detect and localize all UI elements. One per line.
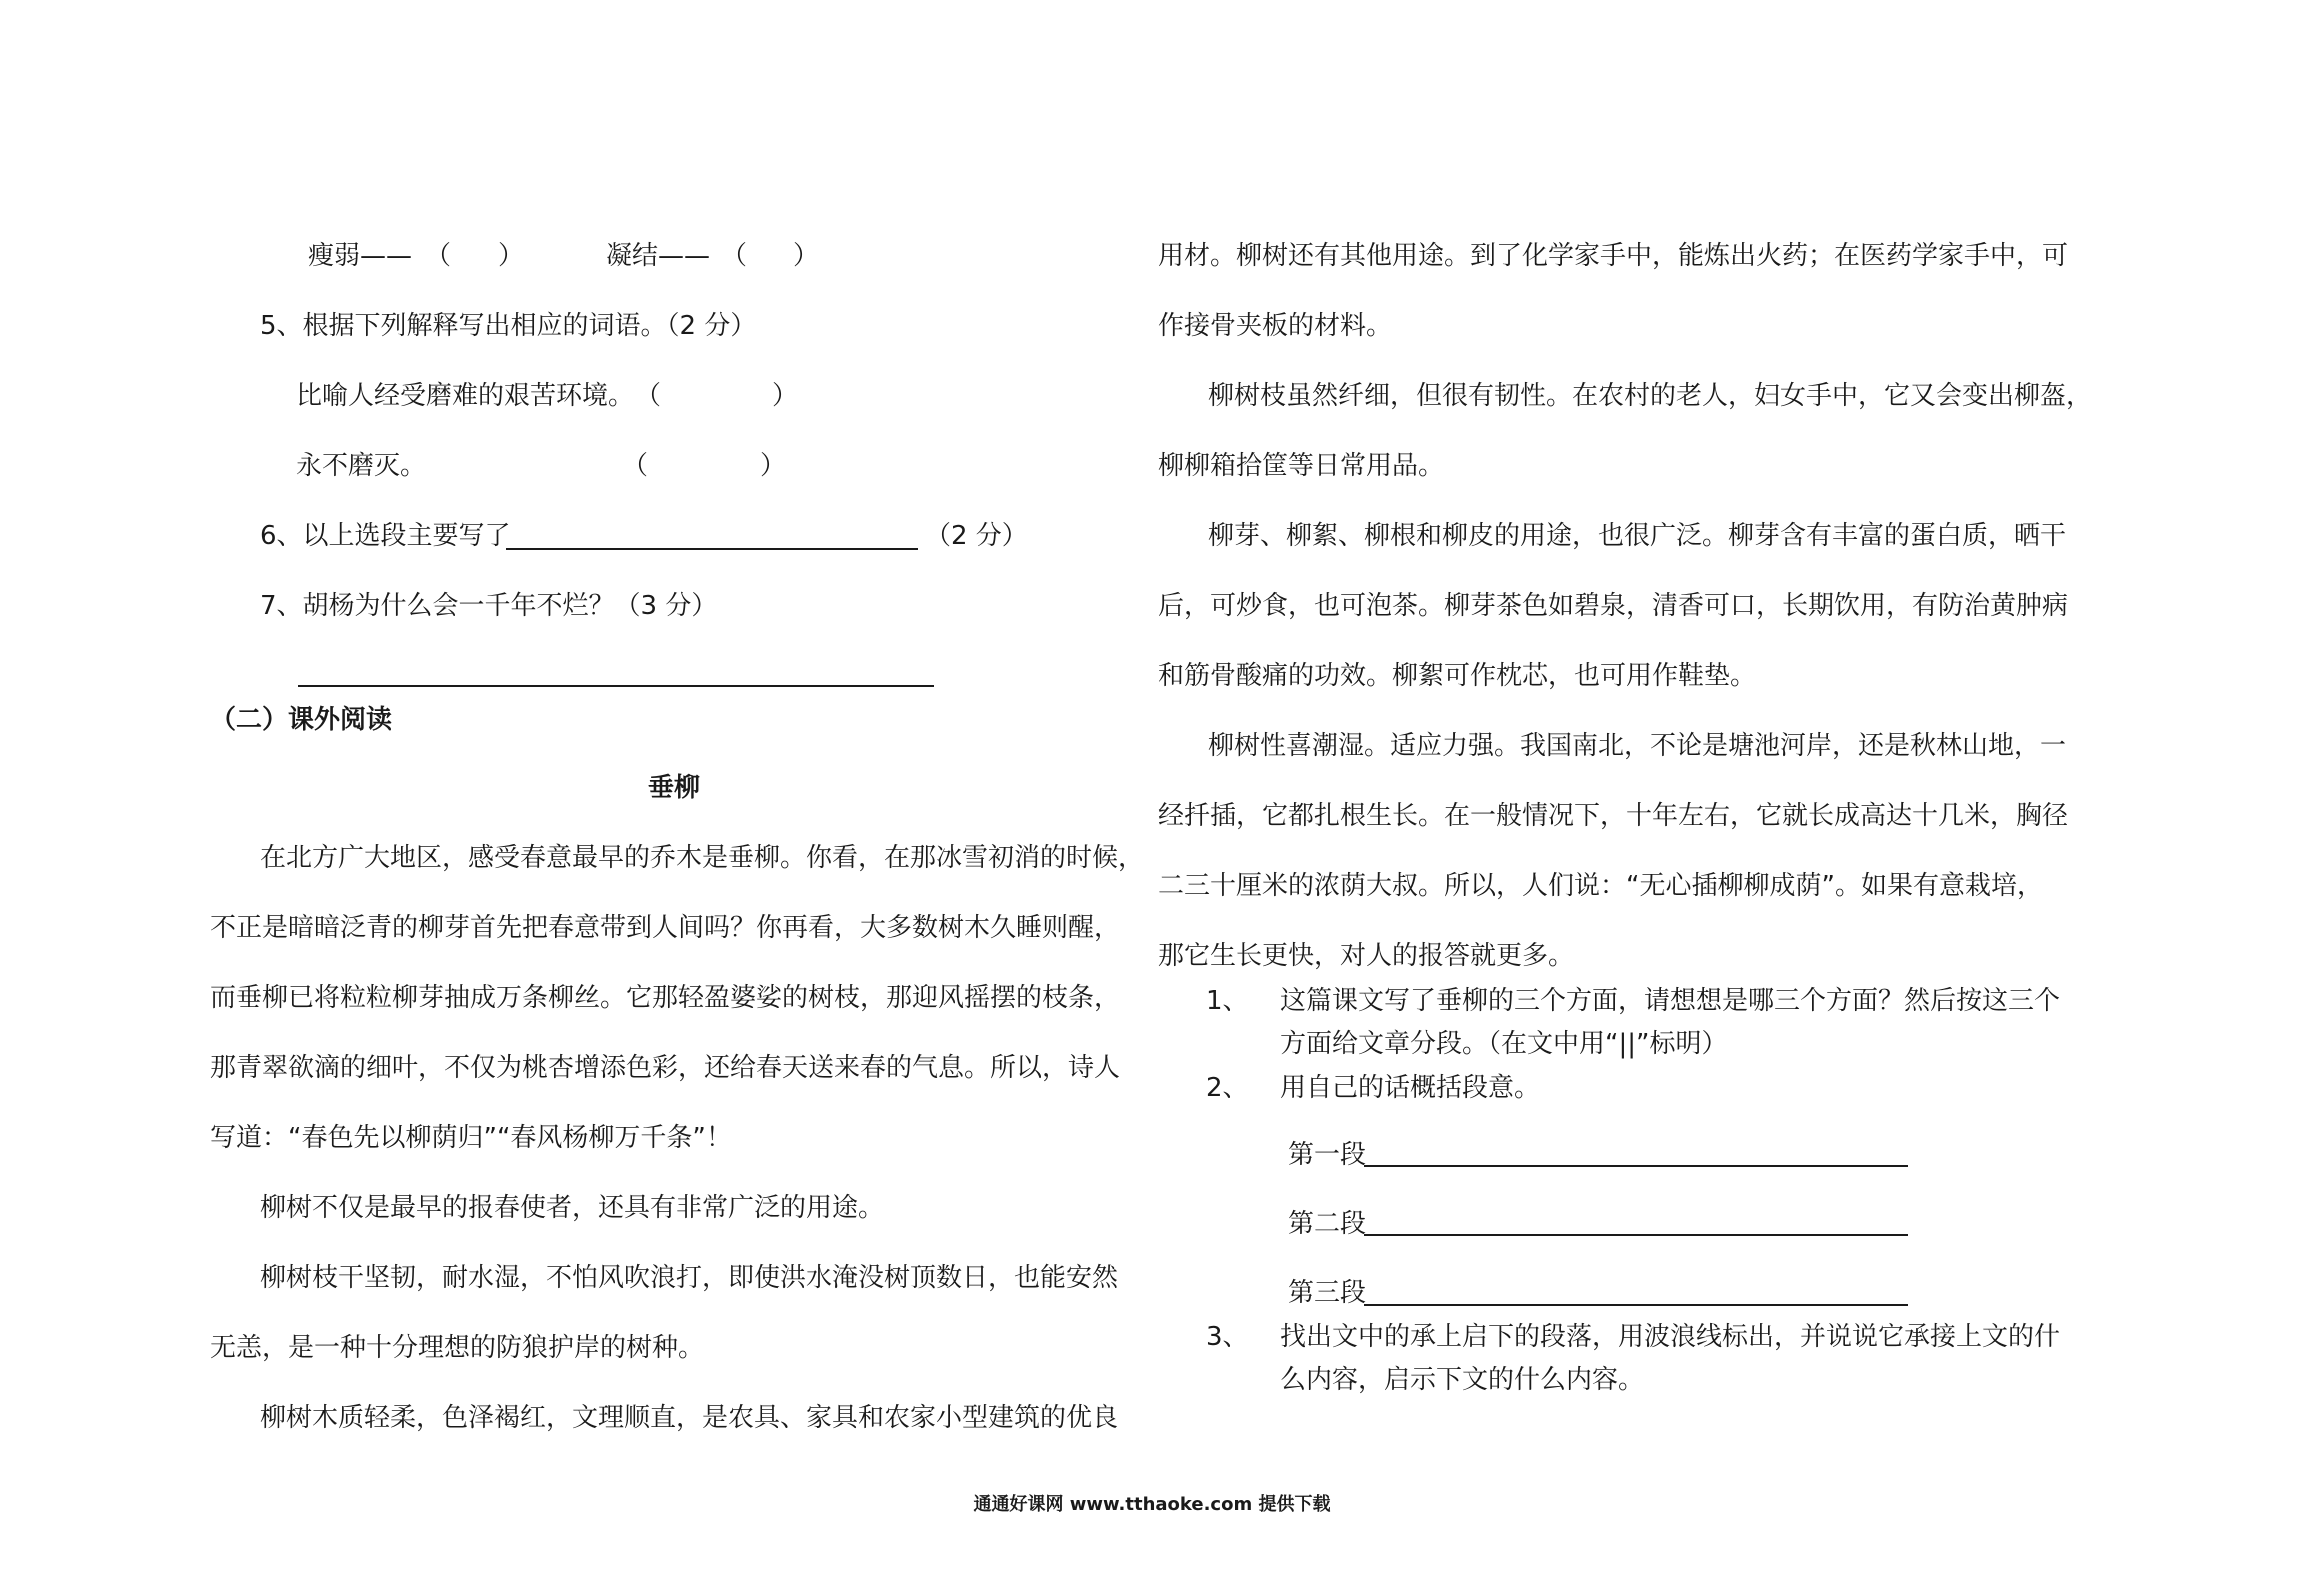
- paragraph-line: 柳树木质轻柔，色泽褐红，文理顺直，是农具、家具和农家小型建筑的优良: [260, 1403, 1119, 1433]
- right-column: [1152, 0, 2304, 1595]
- paragraph-line: 不正是暗暗泛青的柳芽首先把春意带到人间吗？你再看，大多数树木久睡则醒，: [210, 913, 1121, 943]
- question-text: 方面给文章分段。（在文中用“||”标明）: [1280, 1029, 1728, 1059]
- q4-paren-open-2: （: [721, 241, 748, 271]
- segment-answer-line-1[interactable]: [1364, 1165, 1908, 1167]
- q4-paren-open-1: （: [425, 241, 452, 271]
- paragraph-line: 那青翠欲滴的细叶，不仅为桃杏增添色彩，还给春天送来春的气息。所以，诗人: [210, 1053, 1121, 1083]
- paragraph-line: 写道：“春色先以柳荫归”“春风杨柳万千条”！: [210, 1123, 732, 1153]
- paragraph-line: 在北方广大地区，感受春意最早的乔木是垂柳。你看，在那冰雪初消的时候，: [260, 843, 1145, 873]
- paragraph-line: 而垂柳已将粒粒柳芽抽成万条柳丝。它那轻盈婆娑的树枝，那迎风摇摆的枝条，: [210, 983, 1121, 1013]
- paragraph-line: 后，可炒食，也可泡茶。柳芽茶色如碧泉，清香可口，长期饮用，有防治黄肿病: [1158, 591, 2069, 621]
- q4-paren-close-2: ）: [793, 241, 820, 271]
- paragraph-line: 柳树枝虽然纤细，但很有韧性。在农村的老人，妇女手中，它又会变出柳盔，: [1208, 381, 2093, 411]
- q5-item-1: 比喻人经受磨难的艰苦环境。: [296, 381, 635, 411]
- q6-answer-line[interactable]: [506, 548, 918, 550]
- question-number: 2、: [1206, 1073, 1249, 1103]
- paragraph-line: 作接骨夹板的材料。: [1158, 311, 1393, 341]
- question-number: 3、: [1206, 1322, 1249, 1352]
- paragraph-line: 柳树枝干坚韧，耐水湿，不怕风吹浪打，即使洪水淹没树顶数日，也能安然: [260, 1263, 1119, 1293]
- paragraph-line: 那它生长更快，对人的报答就更多。: [1158, 941, 1575, 971]
- segment-label-2: 第二段: [1288, 1209, 1367, 1239]
- question-text: 用自己的话概括段意。: [1280, 1073, 1541, 1103]
- paragraph-line: 柳柳箱拾筐等日常用品。: [1158, 451, 1445, 481]
- q5-item-1-paren-open: （: [635, 381, 662, 411]
- paragraph-line: 柳树不仅是最早的报春使者，还具有非常广泛的用途。: [260, 1193, 885, 1223]
- q5-text: 5、根据下列解释写出相应的词语。（2 分）: [260, 311, 757, 341]
- segment-answer-line-2[interactable]: [1364, 1234, 1908, 1236]
- q4-word-2: 凝结——: [606, 241, 711, 271]
- q4-word-1: 瘦弱——: [308, 241, 413, 271]
- paragraph-line: 经扦插，它都扎根生长。在一般情况下，十年左右，它就长成高达十几米，胸径: [1158, 801, 2069, 831]
- paragraph-line: 二三十厘米的浓荫大叔。所以，人们说：“无心插柳柳成荫”。如果有意栽培，: [1158, 871, 2043, 901]
- paragraph-line: 无恙，是一种十分理想的防狼护岸的树种。: [210, 1333, 705, 1363]
- article-title: 垂柳: [648, 773, 701, 803]
- question-text: 么内容，启示下文的什么内容。: [1280, 1365, 1645, 1395]
- question-text: 找出文中的承上启下的段落，用波浪线标出，并说说它承接上文的什: [1280, 1322, 2061, 1352]
- q5-item-2: 永不磨灭。: [296, 451, 427, 481]
- paragraph-line: 柳树性喜潮湿。适应力强。我国南北，不论是塘池河岸，还是秋林山地，一: [1208, 731, 2067, 761]
- section-title: （二）课外阅读: [210, 705, 393, 735]
- segment-label-3: 第三段: [1288, 1278, 1367, 1308]
- q6-score: （2 分）: [925, 521, 1028, 551]
- footer-credit: 通通好课网 www.tthaoke.com 提供下载: [973, 1494, 1331, 1515]
- question-text: 这篇课文写了垂柳的三个方面，请想想是哪三个方面？然后按这三个: [1280, 986, 2061, 1016]
- q5-item-1-paren-close: ）: [772, 381, 799, 411]
- segment-label-1: 第一段: [1288, 1140, 1367, 1170]
- segment-answer-line-3[interactable]: [1364, 1304, 1908, 1306]
- q7-text: 7、胡杨为什么会一千年不烂？（3 分）: [260, 591, 718, 621]
- q7-answer-line[interactable]: [298, 685, 934, 687]
- paragraph-line: 柳芽、柳絮、柳根和柳皮的用途，也很广泛。柳芽含有丰富的蛋白质，晒干: [1208, 521, 2067, 551]
- q4-paren-close-1: ）: [498, 241, 525, 271]
- paragraph-line: 和筋骨酸痛的功效。柳絮可作枕芯，也可用作鞋垫。: [1158, 661, 1757, 691]
- q6-text: 6、以上选段主要写了: [260, 521, 511, 551]
- q5-item-2-paren-close: ）: [760, 451, 787, 481]
- q5-item-2-paren-open: （: [622, 451, 649, 481]
- question-number: 1、: [1206, 986, 1249, 1016]
- paragraph-line: 用材。柳树还有其他用途。到了化学家手中，能炼出火药；在医药学家手中，可: [1158, 241, 2069, 271]
